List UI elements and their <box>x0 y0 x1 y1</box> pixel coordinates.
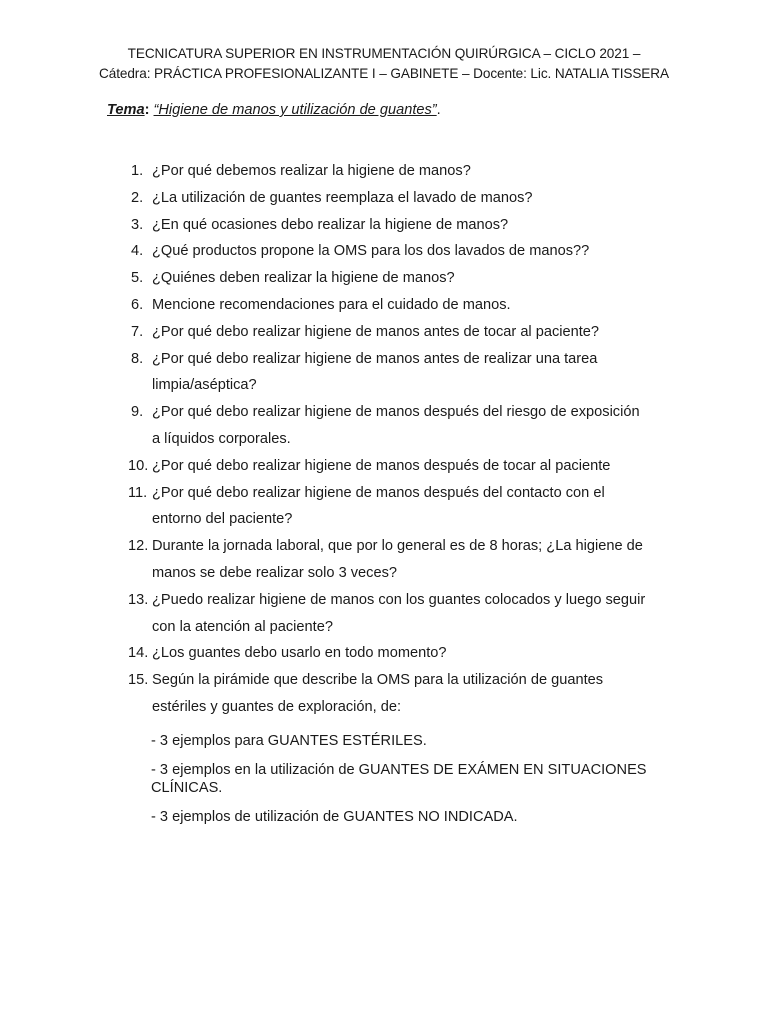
question-number: 11. <box>128 484 148 501</box>
question-text-line: ¿Por qué debo realizar higiene de manos después de tocar al paciente <box>152 457 611 474</box>
question-item <box>0 265 672 292</box>
question-number: 8. <box>131 350 144 367</box>
glove-example-item: - 3 ejemplos para GUANTES ESTÉRILES. <box>151 733 427 749</box>
question-text-line: ¿Por qué debo realizar higiene de manos después del riesgo de exposición <box>152 404 640 421</box>
question-number: 4. <box>131 243 144 260</box>
header-line-course: Cátedra: PRÁCTICA PROFESIONALIZANTE I – GABINETE – Docente: Lic. NATALIA TISSERA <box>99 66 669 81</box>
header-line-institution: TECNICATURA SUPERIOR EN INSTRUMENTACIÓN QUIRÚRGICA – CICLO 2021 – <box>127 46 641 61</box>
question-text-line: ¿En qué ocasiones debo realizar la higiene de manos? <box>152 216 509 233</box>
question-item <box>0 587 672 641</box>
question-number: 13. <box>128 591 149 608</box>
question-text-line: ¿Por qué debo realizar higiene de manos antes de realizar una tarea <box>152 350 598 367</box>
question-number: 10. <box>128 457 149 474</box>
question-number: 15. <box>128 672 149 689</box>
glove-example-item: - 3 ejemplos de utilización de GUANTES NO INDICADA. <box>151 809 518 825</box>
question-text-line: Según la pirámide que describe la OMS para la utilización de guantes <box>152 672 604 689</box>
question-item <box>0 185 672 212</box>
question-number: 7. <box>131 323 144 340</box>
topic-title: “Higiene de manos y utilización de guantes” <box>153 102 437 118</box>
question-text-line: ¿Por qué debo realizar higiene de manos después del contacto con el <box>152 484 605 501</box>
question-number: 12. <box>128 538 149 555</box>
question-item <box>0 292 672 319</box>
question-item <box>0 667 672 721</box>
question-text-line: ¿Puedo realizar higiene de manos con los guantes colocados y luego seguir <box>152 591 646 608</box>
question-text-line: ¿Por qué debemos realizar la higiene de manos? <box>152 163 471 179</box>
glove-example-item: - 3 ejemplos en la utilización de GUANTES DE EXÁMEN EN SITUACIONES CLÍNICAS. <box>151 762 647 796</box>
question-item <box>0 533 672 587</box>
question-text-line: con la atención al paciente? <box>152 618 333 635</box>
question-text-line: ¿Los guantes debo usarlo en todo momento? <box>152 645 447 662</box>
question-text-line: limpia/aséptica? <box>152 377 257 394</box>
question-item <box>0 640 672 667</box>
question-item <box>0 212 672 239</box>
question-text-line: ¿Quiénes deben realizar la higiene de manos? <box>152 270 455 287</box>
question-number: 5. <box>131 270 144 287</box>
question-item <box>0 238 672 265</box>
question-text-line: ¿Qué productos propone la OMS para los dos lavados de manos?? <box>152 243 590 260</box>
topic-period: . <box>436 102 441 118</box>
question-number: 14. <box>128 645 149 662</box>
question-item <box>0 453 672 480</box>
topic-label: Tema <box>107 102 145 118</box>
question-text-line: a líquidos corporales. <box>152 430 291 447</box>
question-number: 2. <box>131 189 144 206</box>
glove-examples-list <box>151 732 711 837</box>
question-item <box>0 346 672 400</box>
topic-colon: : <box>144 102 150 118</box>
question-text-line: Durante la jornada laboral, que por lo general es de 8 horas; ¿La higiene de <box>152 538 643 555</box>
question-text-line: Mencione recomendaciones para el cuidado de manos. <box>152 296 511 313</box>
question-text-line: estériles y guantes de exploración, de: <box>152 698 402 715</box>
question-text-line: entorno del paciente? <box>152 511 293 528</box>
document-header <box>0 44 768 84</box>
question-text-line: ¿Por qué debo realizar higiene de manos antes de tocar al paciente? <box>152 323 600 340</box>
question-list <box>0 158 768 721</box>
question-item <box>0 158 672 185</box>
question-item <box>0 319 672 346</box>
question-item <box>0 399 672 453</box>
question-item <box>0 480 672 534</box>
question-number: 9. <box>131 404 144 421</box>
question-number: 3. <box>131 216 144 233</box>
topic-line <box>107 101 441 119</box>
question-number: 6. <box>131 296 144 313</box>
question-text-line: ¿La utilización de guantes reemplaza el lavado de manos? <box>152 189 533 206</box>
question-number: 1. <box>131 163 144 179</box>
question-text-line: manos se debe realizar solo 3 veces? <box>152 564 397 581</box>
